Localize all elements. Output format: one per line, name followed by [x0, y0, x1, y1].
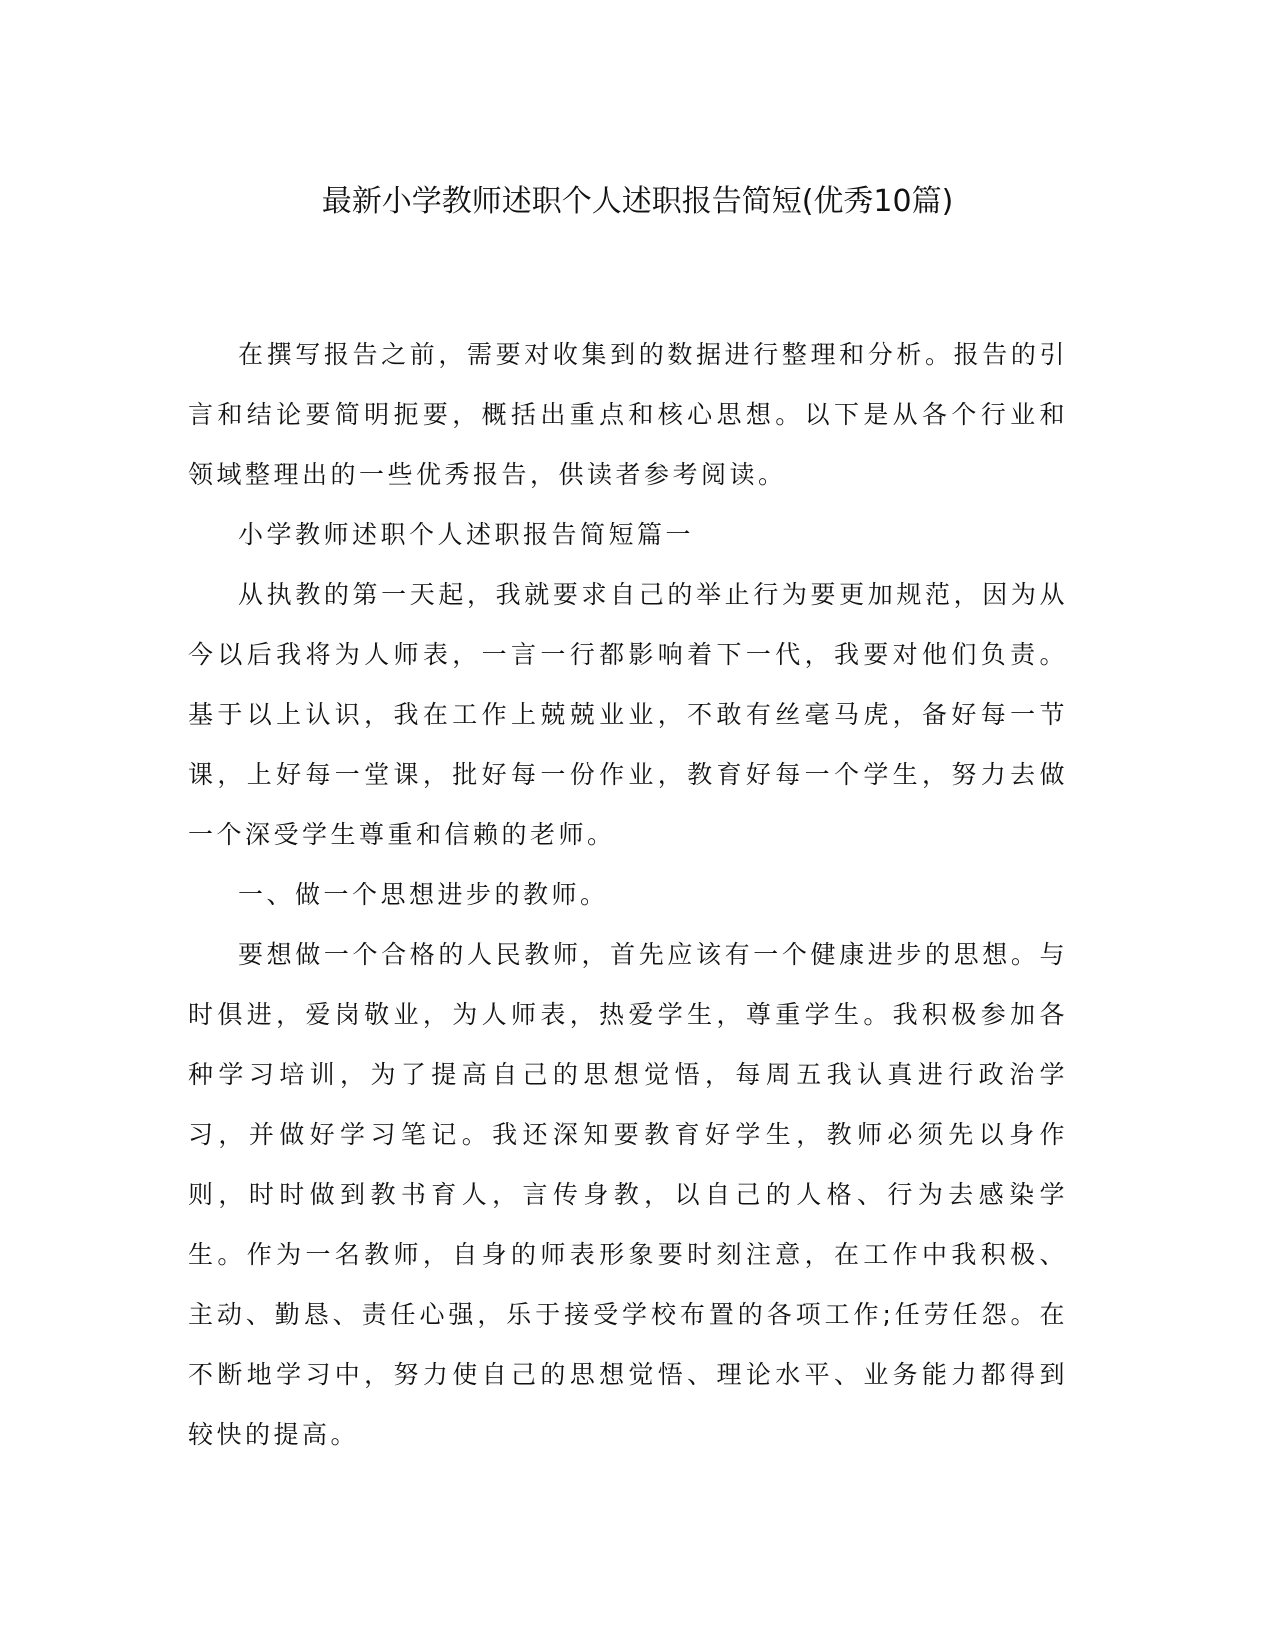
document-body	[188, 325, 1068, 1465]
body-paragraph: 要想做一个合格的人民教师，首先应该有一个健康进步的思想。与时俱进，爱岗敬业，为人师表，热爱学生，尊重学生。我积极参加各种学习培训，为了提高自己的思想觉悟，每周五我认真进行政治学习，并做好学习笔记。我还深知要教育好学生，教师必须先以身作则，时时做到教书育人，言传身教，以自己的人格、行为去感染学生。作为一名教师，自身的师表形象要时刻注意，在工作中我积极、主动、勤恳、责任心强，乐于接受学校布置的各项工作;任劳任怨。在不断地学习中，努力使自己的思想觉悟、理论水平、业务能力都得到较快的提高。	[188, 940, 1068, 1449]
intro-paragraph: 在撰写报告之前，需要对收集到的数据进行整理和分析。报告的引言和结论要简明扼要，概括出重点和核心思想。以下是从各个行业和领域整理出的一些优秀报告，供读者参考阅读。	[188, 340, 1068, 489]
section-heading: 小学教师述职个人述职报告简短篇一	[238, 520, 695, 549]
subsection-heading: 一、做一个思想进步的教师。	[238, 880, 609, 909]
document-title: 最新小学教师述职个人述职报告简短(优秀10篇)	[321, 184, 954, 219]
body-paragraph: 从执教的第一天起，我就要求自己的举止行为要更加规范，因为从今以后我将为人师表，一言一行都影响着下一代，我要对他们负责。基于以上认识，我在工作上兢兢业业，不敢有丝毫马虎，备好每一节课，上好每一堂课，批好每一份作业，教育好每一个学生，努力去做一个深受学生尊重和信赖的老师。	[188, 580, 1068, 849]
